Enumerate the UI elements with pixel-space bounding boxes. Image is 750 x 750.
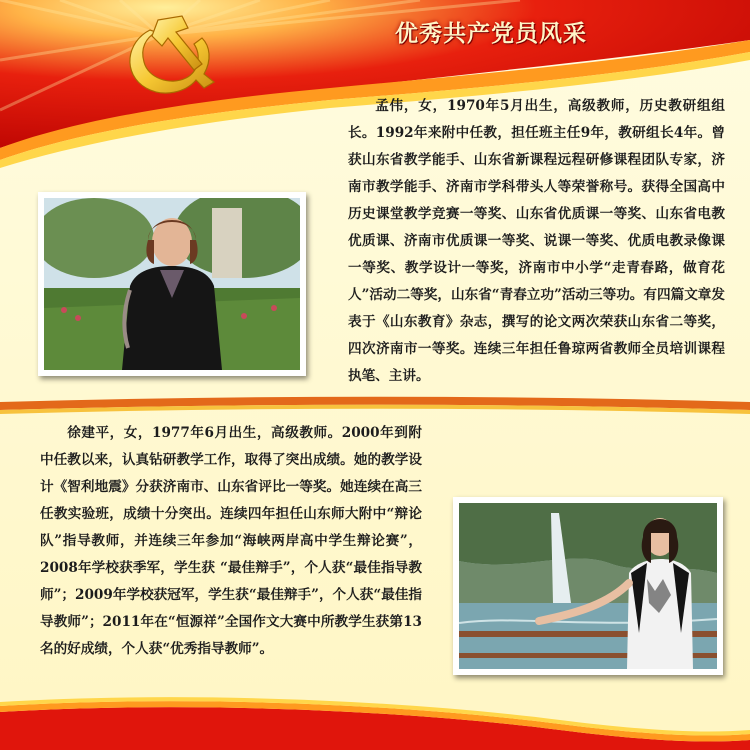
profile-photo-2 [453, 497, 723, 675]
profile-bio-1: 孟伟，女，1970年5月出生，高级教师，历史教研组组长。1992年来附中任教，担任班主任9年，教研组长4年。曾获山东省教学能手、山东省新课程远程研修课程团队专家，济南市教学能手、济南市学科带头人等荣誉称号。获得全国高中历史课堂教学竞赛一等奖、山东省优质课一等奖、山东省电教优质课、济南市优质课一等奖、说课一等奖、优质电教录像课一等奖、教学设计一等奖，济南市中小学“走青春路，做育花人”活动二等奖，山东省“青春立功”活动三等功。有四篇文章发表于《山东教育》杂志，撰写的论文两次荣获山东省二等奖，四次济南市一等奖。连续三年担任鲁琼两省教师全员培训课程执笔、主讲。 [348, 98, 725, 384]
profile-bio-2: 徐建平，女，1977年6月出生，高级教师。2000年到附中任教以来，认真钻研教学工作，取得了突出成绩。她的教学设计《智利地震》分获济南市、山东省评比一等奖。她连续在高三任教实验班，成绩十分突出。连续四年担任山东师大附中“辩论队”指导教师，并连续三年参加“海峡两岸高中学生辩论赛”，2008年学校获季军，学生获 “最佳辩手”，个人获“最佳指导教师”；2009年学校获冠军，学生获“最佳辩手”，个人获“最佳指导教师”；2011年在“恒源祥”全国作文大赛中所教学生获第13名的好成绩，个人获“优秀指导教师”。 [40, 425, 422, 657]
page-title: 优秀共产党员风采 [395, 21, 587, 47]
profile-photo-1 [38, 192, 306, 376]
